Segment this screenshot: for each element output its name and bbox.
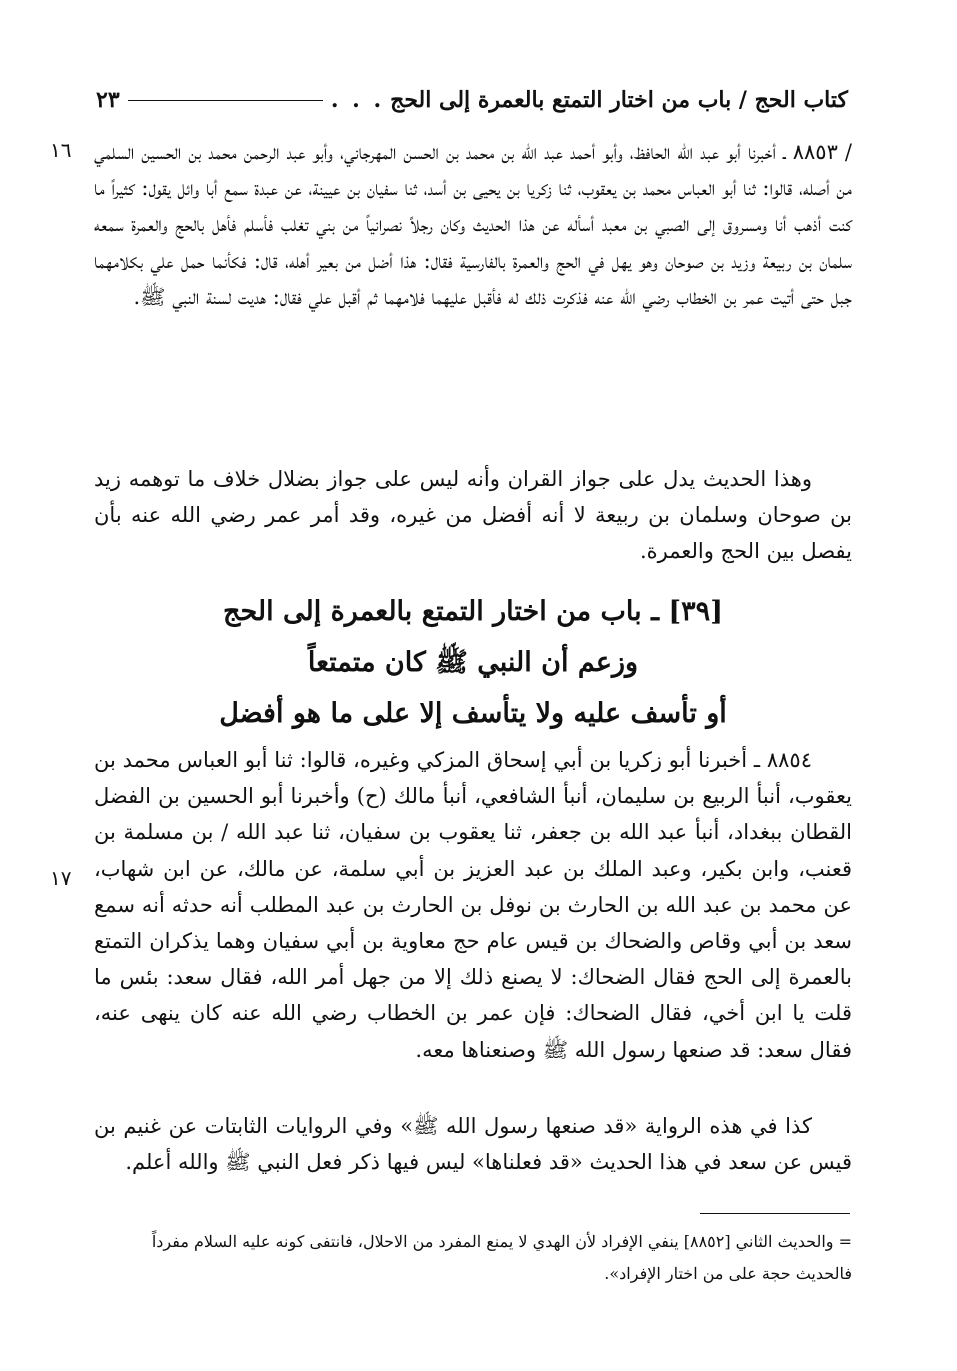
commentary-paragraph-2 — [94, 1108, 852, 1180]
commentary-text-2: كذا في هذه الرواية «قد صنعها رسول الله ﷺ» وفي الروايات الثابتات عن غنيم بن قيس عن سعد في هذا الحديث «قد فعلناها» ليس فيها ذكر فعل النبي ﷺ والله أعلم. — [94, 1114, 852, 1175]
margin-number-first: ١٦ — [50, 138, 72, 162]
footnote-separator — [700, 1213, 850, 1214]
running-header — [96, 80, 848, 120]
footnote: = والحديث الثاني [٨٨٥٢] ينفي الإفراد لأن الهدي لا يمنع المفرد من الاحلال، فانتفى كونه عليه السلام مفرداً فالحديث حجة على من اختار الإفراد». — [151, 1232, 852, 1283]
hadith-8853-paragraph: / ٨٨٥٣ ـ أخبرنا أبو عبد الله الحافظ، وأبو أحمد عبد الله بن محمد بن الحسن المهرجاني، وأبو عبد الرحمن محمد بن الحسين السلمي من أصله، قالوا: ثنا أبو العباس محمد بن يعقوب، ثنا زكريا بن يحيى بن أسد، ثنا سفيان بن عيينة، عن عبدة سمع أبا وائل يقول: كثيراً ما كنت أذهب أنا ومسروق إلى الصبي بن معبد أسأله عن هذا الحديث وكان رجلاً نصرانياً من بني تغلب فأسلم فأهل بالحج والعمرة سمعه سلمان بن ربيعة وزيد بن صوحان وهو يهل في الحج والعمرة بالفارسية فقال: هذا أضل من بعير أهله، قال: فكأنما حمل علي بكلامهما جبل حتى أتيت عمر بن الخطاب رضي الله عنه فذكرت ذلك له فأقبل عليهما فلامهما ثم أقبل علي فقال: هديت لسنة النبي ﷺ. — [94, 140, 852, 309]
page-number: ٢٣ — [96, 87, 120, 113]
margin-number-second: ١٧ — [50, 866, 72, 890]
chapter-title-line-1: [٣٩] ـ باب من اختار التمتع بالعمرة إلى الحج — [223, 596, 723, 627]
running-title-ellipsis: . . . — [330, 87, 385, 113]
running-title: كتاب الحج / باب من اختار التمتع بالعمرة إلى الحج — [390, 87, 848, 113]
chapter-title-line-3: أو تأسف عليه ولا يتأسف إلا على ما هو أفضل — [219, 698, 727, 729]
commentary-text-1: وهذا الحديث يدل على جواز القران وأنه ليس على جواز بضلال خلاف ما توهمه زيد بن صوحان وسلمان بن ربيعة لا أنه أفضل من غيره، وقد أمر عمر رضي الله عنه بأن يفصل بين الحج والعمرة. — [94, 467, 852, 564]
hadith-8854-text: ٨٨٥٤ ـ أخبرنا أبو زكريا بن أبي إسحاق المزكي وغيره، قالوا: ثنا أبو العباس محمد بن يعقوب، أنبأ الربيع بن سليمان، أنبأ الشافعي، أنبأ مالك (ح) وأخبرنا أبو الحسين بن الفضل القطان ببغداد، أنبأ عبد الله بن جعفر، ثنا يعقوب بن سفيان، ثنا عبد الله / بن مسلمة بن قعنب، وابن بكير، وعبد الملك بن عبد العزيز بن أبي سلمة، عن مالك، عن ابن شهاب، عن محمد بن عبد الله بن الحارث بن نوفل بن الحارث بن عبد المطلب أنه حدثه أنه سمع سعد بن أبي وقاص والضحاك بن قيس عام حج معاوية بن أبي سفيان وهما يذكران التمتع بالعمرة إلى الحج فقال الضحاك: لا يصنع ذلك إلا من جهل أمر الله، فقال سعد: بئس ما قلت يا ابن أخي، فقال الضحاك: فإن عمر بن الخطاب رضي الله عنه كان ينهى عنه، فقال سعد: قد صنعها رسول الله ﷺ وصنعناها معه. — [94, 748, 852, 1062]
hadith-8854-paragraph — [94, 742, 852, 1068]
header-rule — [128, 100, 323, 101]
commentary-paragraph-1 — [94, 461, 852, 570]
chapter-title — [94, 586, 852, 739]
chapter-title-line-2: وزعم أن النبي ﷺ كان متمتعاً — [307, 647, 639, 678]
